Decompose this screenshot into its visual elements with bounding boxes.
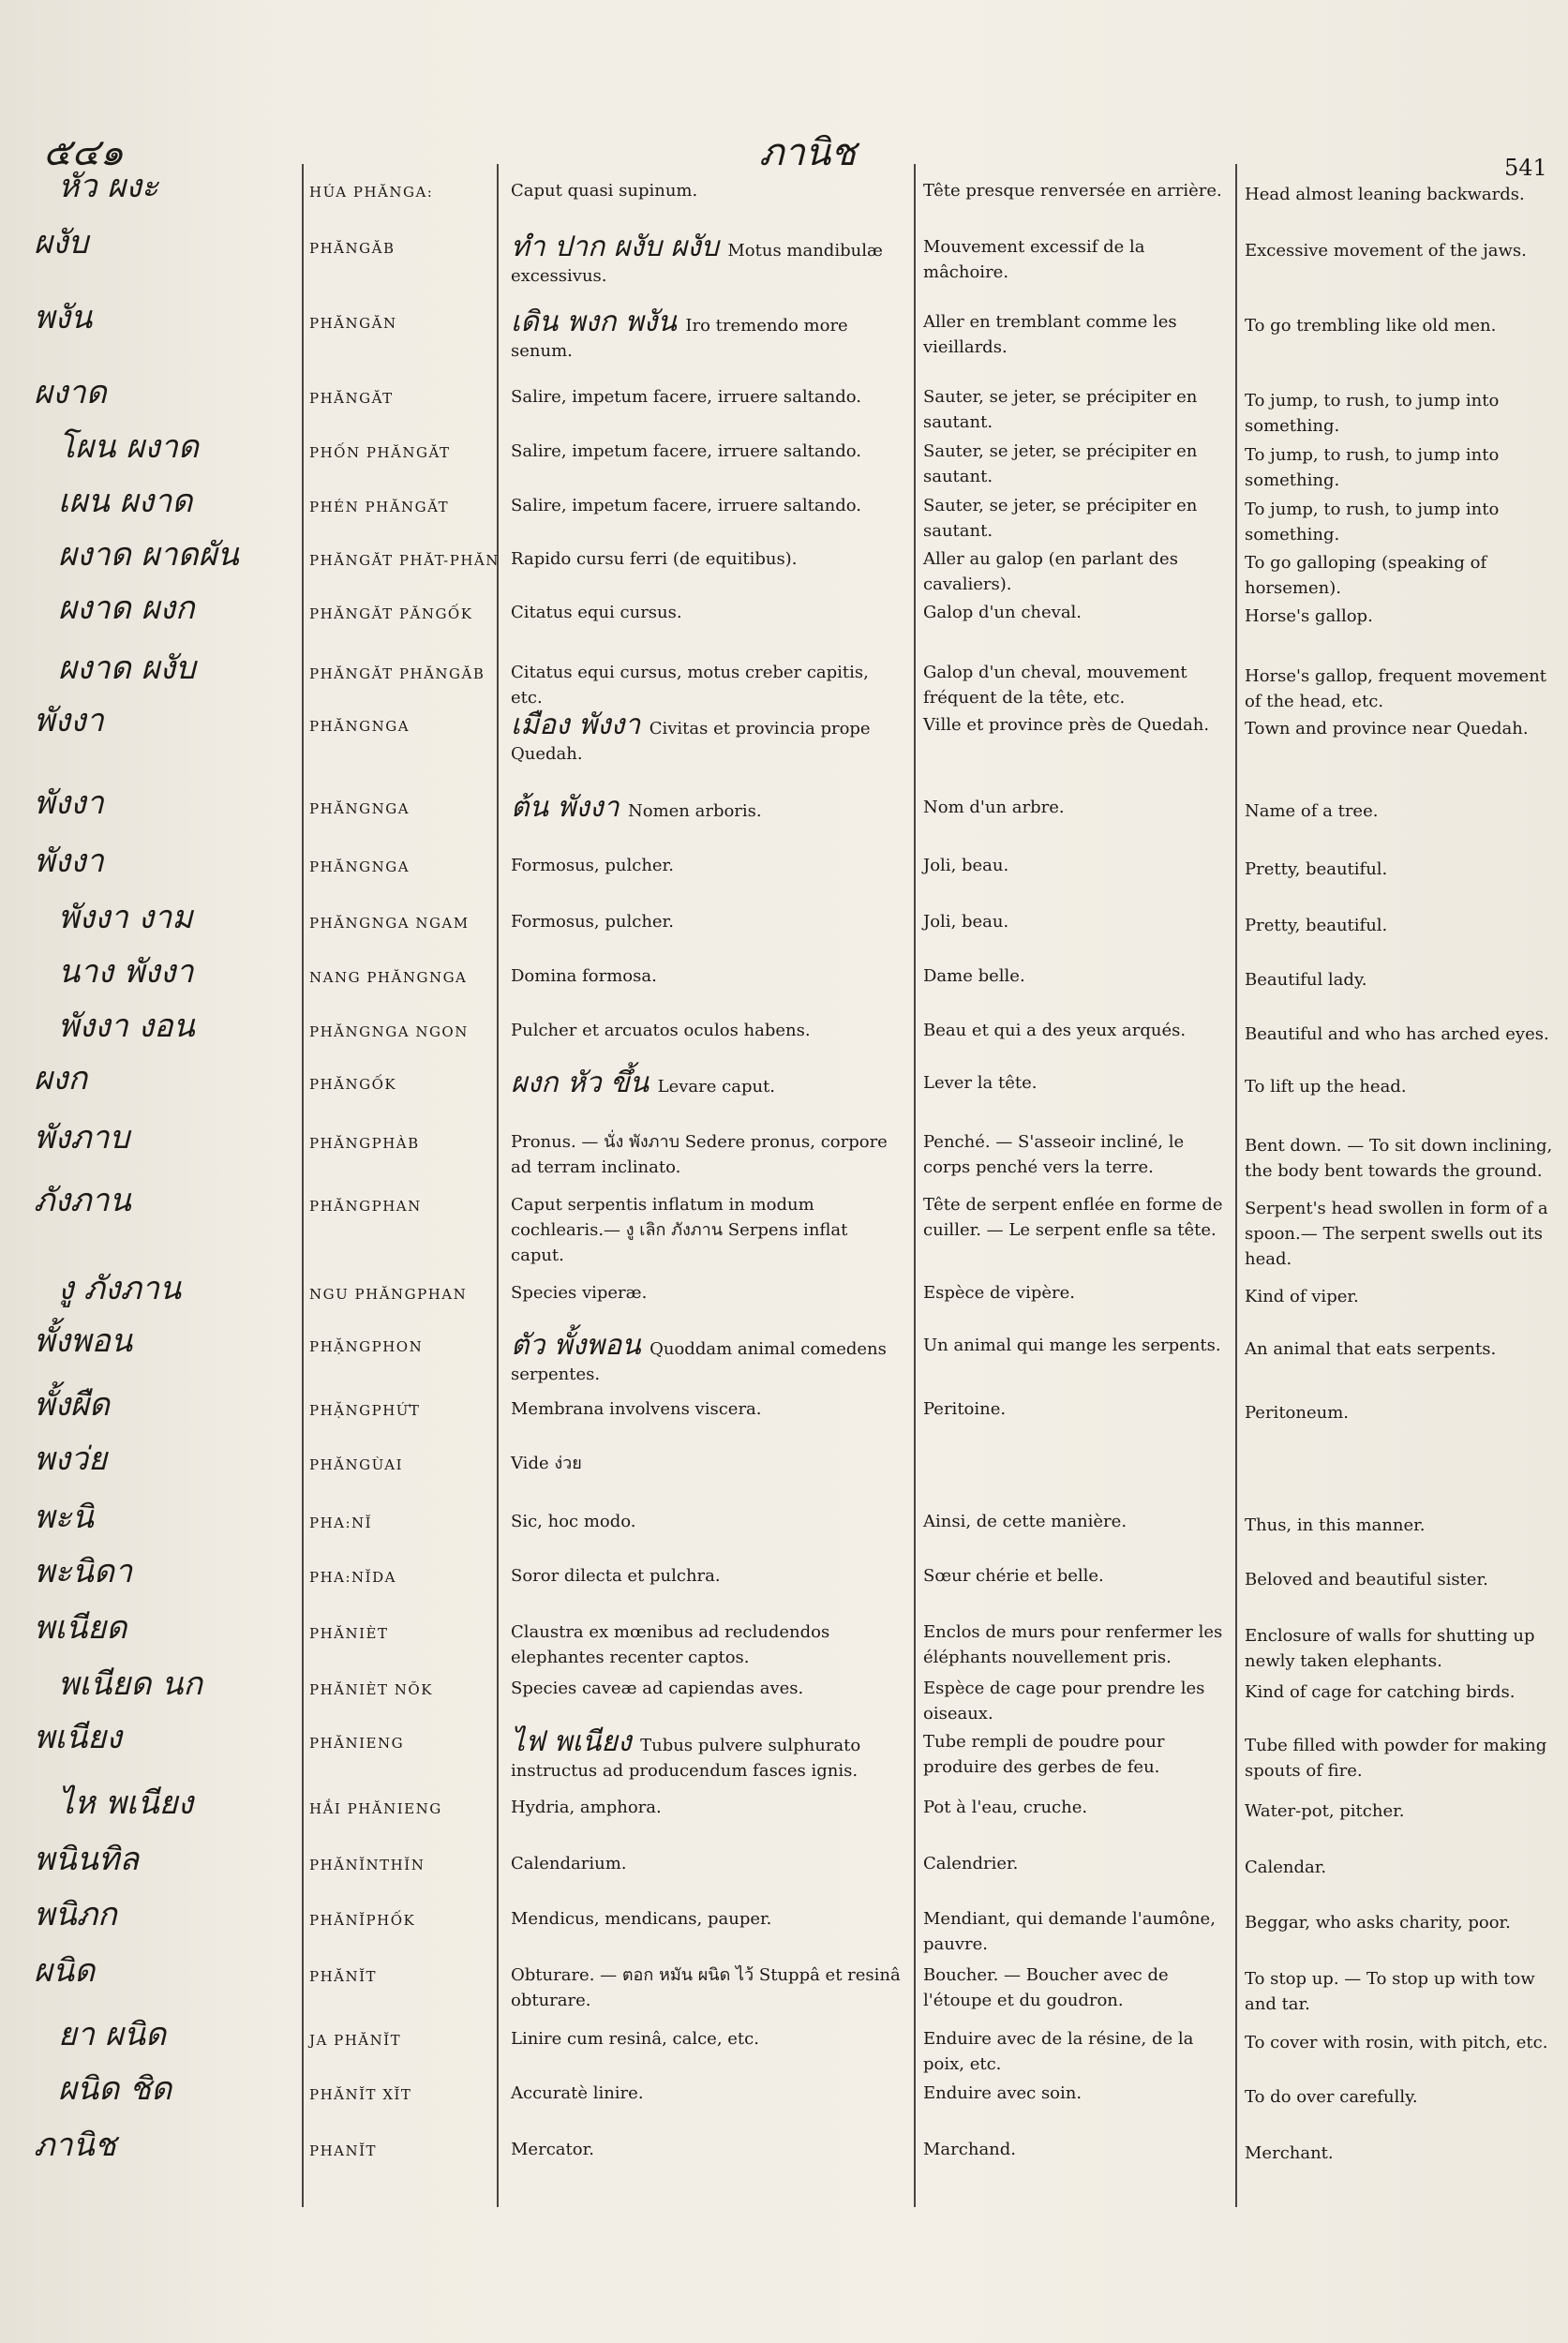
thai-headword: พังภาบ — [34, 1119, 130, 1157]
thai-headword: พังงา — [34, 843, 104, 880]
thai-headword: ผงก — [34, 1060, 88, 1097]
latin-definition — [511, 853, 904, 878]
romanization: PHĂNĬT — [309, 1968, 378, 1985]
french-definition: Boucher. — Boucher avec de l'étoupe et du goudron. — [923, 1965, 1169, 2010]
latin-text: Mercator. — [511, 2140, 594, 2159]
thai-example: ตัว พั้งพอน — [511, 1329, 650, 1362]
french-definition: Tête presque renversée en arrière. — [923, 181, 1222, 201]
thai-headword: ผงับ — [34, 224, 89, 261]
romanization: PHĂNGĂN — [309, 315, 397, 332]
thai-headword: ไห พเนียง — [58, 1784, 194, 1822]
latin-text: Pulcher et arcuatos oculos habens. — [511, 1021, 811, 1040]
latin-text: Sic, hoc modo. — [511, 1512, 636, 1531]
romanization: PHĂNIÈT — [309, 1625, 389, 1642]
english-definition: To jump, to rush, to jump into something. — [1245, 500, 1500, 545]
thai-headword: โผน ผงาด — [58, 428, 199, 466]
french-definition: Enduire avec soin. — [923, 2083, 1083, 2103]
french-definition: Calendrier. — [923, 1854, 1019, 1873]
latin-definition — [511, 2081, 904, 2106]
french-definition: Marchand. — [923, 2140, 1017, 2159]
romanization: PHĂNIENG — [309, 1735, 405, 1752]
latin-definition — [511, 1451, 904, 1476]
english-definition: Excessive movement of the jaws. — [1245, 241, 1527, 261]
english-definition: Tube filled with powder for making spouts of fire. — [1245, 1736, 1547, 1781]
latin-definition — [511, 1280, 904, 1306]
thai-headword: ผนิด — [34, 1952, 96, 1990]
thai-example: เดิน พงก พงัน — [511, 306, 686, 338]
romanization: PHĂNGNGA NGON — [309, 1023, 469, 1040]
english-definition: Pretty, beautiful. — [1245, 916, 1388, 935]
latin-definition — [511, 1851, 904, 1876]
thai-headword: ผนิด ชิด — [58, 2070, 172, 2108]
thai-headword: ภานิช — [34, 2127, 116, 2164]
french-definition: Galop d'un cheval, mouvement fréquent de la tête, etc. — [923, 663, 1187, 708]
english-definition: Enclosure of walls for shutting up newly taken elephants. — [1245, 1626, 1535, 1671]
romanization: PHĂNGĂT PHĂT-PHĂN — [309, 552, 500, 569]
thai-headword: พนิภก — [34, 1896, 117, 1933]
french-definition: Joli, beau. — [923, 856, 1009, 875]
english-definition: To cover with rosin, with pitch, etc. — [1245, 2033, 1548, 2052]
thai-headword: ยา ผนิด — [58, 2016, 167, 2053]
thai-headword: พังงา งาม — [58, 899, 193, 936]
column-rule-2 — [497, 164, 499, 2207]
romanization: PHĂNGNGA — [309, 718, 411, 735]
french-definition: Un animal qui mange les serpents. — [923, 1336, 1221, 1355]
romanization: PHÉN PHĂNGĂT — [309, 499, 450, 515]
english-definition: Serpent's head swollen in form of a spoon.— The serpent swells out its head. — [1245, 1199, 1548, 1269]
thai-headword: ผงาด ผงก — [58, 589, 195, 627]
english-definition: Horse's gallop. — [1245, 606, 1373, 626]
thai-headword: พังงา — [34, 784, 104, 822]
english-definition: Kind of cage for catching birds. — [1245, 1682, 1516, 1702]
french-definition: Sauter, se jeter, se précipiter en sautant. — [923, 441, 1198, 486]
romanization: PHANĬT — [309, 2142, 378, 2159]
romanization: PHĂNGÙAI — [309, 1456, 404, 1473]
french-definition: Ville et province près de Quedah. — [923, 715, 1210, 735]
french-definition: Pot à l'eau, cruche. — [923, 1798, 1088, 1817]
column-rule-4 — [1235, 164, 1237, 2207]
romanization: PHĂNGPHÀB — [309, 1135, 420, 1152]
latin-definition — [511, 1676, 904, 1701]
english-definition: Merchant. — [1245, 2143, 1334, 2163]
french-definition: Beau et qui a des yeux arqués. — [923, 1021, 1187, 1040]
latin-text: Tubus pulvere sulphurato instructus ad producendum fasces ignis. — [511, 1736, 861, 1781]
english-definition: Head almost leaning backwards. — [1245, 185, 1525, 204]
latin-text: Species viperæ. — [511, 1283, 648, 1303]
latin-definition — [511, 963, 904, 989]
english-definition: Beautiful lady. — [1245, 970, 1367, 990]
french-definition: Sauter, se jeter, se précipiter en sautant. — [923, 387, 1198, 432]
latin-definition — [511, 1509, 904, 1534]
latin-text: Pronus. — นั่ง พังภาบ Sedere pronus, corpore ad terram inclinato. — [511, 1132, 888, 1177]
latin-text: Rapido cursu ferri (de equitibus). — [511, 549, 798, 569]
french-definition: Galop d'un cheval. — [923, 603, 1083, 622]
french-definition: Peritoine. — [923, 1399, 1007, 1419]
latin-definition — [511, 384, 904, 410]
thai-example: ไฟ พเนียง — [511, 1725, 641, 1758]
french-definition: Enduire avec de la résine, de la poix, etc. — [923, 2029, 1194, 2074]
latin-text: Salire, impetum facere, irruere saltando. — [511, 496, 861, 515]
latin-text: Soror dilecta et pulchra. — [511, 1566, 721, 1586]
latin-text: Formosus, pulcher. — [511, 856, 674, 875]
latin-definition — [511, 1906, 904, 1932]
english-definition: Name of a tree. — [1245, 801, 1379, 821]
thai-headword: พั้งผืด — [34, 1386, 111, 1424]
thai-example: เมือง พังงา — [511, 709, 650, 741]
english-definition: Thus, in this manner. — [1245, 1515, 1426, 1535]
latin-text: Species caveæ ad capiendas aves. — [511, 1679, 804, 1698]
thai-headword: ภังภาน — [34, 1182, 131, 1219]
thai-headword: นาง พังงา — [58, 953, 194, 991]
latin-text: Nomen arboris. — [627, 801, 762, 821]
latin-text: Quoddam animal comedens serpentes. — [511, 1339, 887, 1384]
romanization: PHĂNGĂB — [309, 240, 396, 257]
english-definition: Beloved and beautiful sister. — [1245, 1570, 1488, 1589]
latin-definition — [511, 1396, 904, 1422]
romanization: PHỐN PHĂNGĂT — [309, 444, 451, 461]
column-rule-1 — [302, 164, 304, 2207]
english-definition: An animal that eats serpents. — [1245, 1339, 1497, 1359]
thai-example: ทำ ปาก ผงับ ผงับ — [511, 231, 728, 263]
latin-definition — [511, 1129, 904, 1180]
english-definition: Beggar, who asks charity, poor. — [1245, 1913, 1511, 1933]
latin-text: Domina formosa. — [511, 966, 657, 986]
romanization: PHĂNGĂT PHĂNGĂB — [309, 665, 485, 682]
romanization: PHA:NĬDA — [309, 1569, 396, 1586]
english-definition: To lift up the head. — [1245, 1077, 1407, 1097]
english-definition: To stop up. — To stop up with tow and tar. — [1245, 1969, 1535, 2014]
latin-definition — [511, 1962, 904, 2013]
english-definition: Water-pot, pitcher. — [1245, 1801, 1405, 1821]
french-definition: Mouvement excessif de la mâchoire. — [923, 237, 1145, 282]
latin-text: Iro tremendo more senum. — [511, 316, 848, 361]
romanization: JA PHĂNĬT — [309, 2032, 402, 2049]
thai-example: ต้น พังงา — [511, 791, 628, 824]
latin-text: Claustra ex mœnibus ad recludendos elephantes recenter captos. — [511, 1622, 830, 1667]
english-definition: Horse's gallop, frequent movement of the head, etc. — [1245, 666, 1547, 711]
romanization: PHĂNĬT XĬT — [309, 2086, 412, 2103]
page-number-thai: ๕๔๑ — [43, 131, 124, 174]
latin-text: Obturare. — ตอก หมัน ผนิด ไว้ Stuppâ et resinâ obturare. — [511, 1965, 901, 2010]
french-definition: Sœur chérie et belle. — [923, 1566, 1104, 1586]
latin-text: Caput serpentis inflatum in modum cochlearis.— งู เลิก ภังภาน Serpens inflat caput. — [511, 1195, 848, 1265]
page-number: 541 — [1504, 155, 1547, 181]
english-definition: Town and province near Quedah. — [1245, 719, 1529, 739]
latin-definition — [511, 2026, 904, 2052]
thai-headword: ผงาด ผงับ — [58, 649, 196, 687]
latin-text: Vide ง่วย — [511, 1454, 582, 1473]
romanization: HÚA PHĂNGA: — [309, 184, 434, 201]
english-definition: To go galloping (speaking of horsemen). — [1245, 553, 1487, 598]
latin-definition — [511, 1192, 904, 1268]
romanization: PHĂNĬNTHĬN — [309, 1857, 426, 1873]
french-definition: Ainsi, de cette manière. — [923, 1512, 1127, 1531]
latin-definition — [511, 709, 904, 767]
english-definition: Calendar. — [1245, 1858, 1327, 1877]
latin-text: Mendicus, mendicans, pauper. — [511, 1909, 772, 1929]
thai-headword: หัว ผงะ — [58, 168, 159, 205]
romanization: PHĂNGNGA — [309, 858, 411, 875]
romanization: PHĂNGNGA NGAM — [309, 915, 470, 932]
french-definition: Espèce de vipère. — [923, 1283, 1075, 1303]
english-definition: To do over carefully. — [1245, 2087, 1418, 2107]
french-definition: Espèce de cage pour prendre les oiseaux. — [923, 1679, 1205, 1724]
english-definition: To go trembling like old men. — [1245, 316, 1497, 336]
latin-text: Motus mandibulæ excessivus. — [511, 241, 883, 286]
latin-text: Caput quasi supinum. — [511, 181, 698, 201]
latin-definition — [511, 660, 904, 710]
english-definition: Pretty, beautiful. — [1245, 859, 1388, 879]
latin-definition — [511, 1018, 904, 1043]
latin-definition — [511, 493, 904, 518]
thai-headword: งู ภังภาน — [58, 1270, 182, 1307]
romanization: PHA:NĬ — [309, 1515, 373, 1531]
french-definition: Tube rempli de poudre pour produire des gerbes de feu. — [923, 1732, 1165, 1777]
latin-definition — [511, 909, 904, 934]
latin-definition — [511, 439, 904, 464]
english-definition: Peritoneum. — [1245, 1403, 1350, 1423]
latin-text: Citatus equi cursus, motus creber capitis, etc. — [511, 663, 869, 708]
thai-headword: พงว่ย — [34, 1440, 108, 1478]
latin-definition — [511, 231, 904, 289]
latin-definition — [511, 178, 904, 203]
romanization: PHĂNGNGA — [309, 800, 411, 817]
french-definition: Aller en tremblant comme les vieillards. — [923, 312, 1177, 357]
latin-text: Membrana involvens viscera. — [511, 1399, 762, 1419]
romanization: NGU PHĂNGPHAN — [309, 1286, 468, 1303]
latin-definition — [511, 1725, 904, 1783]
latin-definition — [511, 1563, 904, 1589]
latin-text: Accuratè linire. — [511, 2083, 644, 2103]
french-definition: Mendiant, qui demande l'aumône, pauvre. — [923, 1909, 1216, 1954]
thai-headword: พั้งพอน — [34, 1322, 133, 1360]
thai-headword: พนินทิล — [34, 1841, 140, 1878]
french-definition: Sauter, se jeter, se précipiter en sautant. — [923, 496, 1198, 541]
thai-headword: พเนียง — [34, 1719, 122, 1756]
romanization: HẮI PHĂNIENG — [309, 1800, 442, 1817]
thai-example: ผงก หัว ขึ้น — [511, 1067, 658, 1099]
french-definition: Joli, beau. — [923, 912, 1009, 932]
romanization: NANG PHĂNGNGA — [309, 969, 468, 986]
english-definition: Kind of viper. — [1245, 1287, 1359, 1306]
latin-definition — [511, 2137, 904, 2162]
romanization: PHĂNGPHAN — [309, 1198, 422, 1215]
english-definition: Bent down. — To sit down inclining, the body bent towards the ground. — [1245, 1136, 1553, 1181]
french-definition: Nom d'un arbre. — [923, 798, 1065, 817]
latin-text: Hydria, amphora. — [511, 1798, 662, 1817]
latin-text: Linire cum resinâ, calce, etc. — [511, 2029, 759, 2049]
latin-definition — [511, 1329, 904, 1387]
romanization: PHĂNGĂT PĂNGỐK — [309, 605, 473, 622]
romanization: PHĂNGĂT — [309, 390, 394, 407]
latin-definition — [511, 1619, 904, 1670]
english-definition: To jump, to rush, to jump into something. — [1245, 391, 1500, 436]
french-definition: Dame belle. — [923, 966, 1025, 986]
romanization: PHẶNGPHỨT — [309, 1402, 421, 1419]
latin-definition — [511, 306, 904, 364]
romanization: PHĂNIÈT NŎK — [309, 1681, 433, 1698]
running-headword: ภานิช — [759, 131, 857, 174]
latin-definition — [511, 600, 904, 625]
latin-definition — [511, 1067, 904, 1099]
french-definition: Lever la tête. — [923, 1073, 1038, 1093]
latin-definition — [511, 791, 904, 824]
latin-text: Salire, impetum facere, irruere saltando. — [511, 387, 861, 407]
thai-headword: พเนียด นก — [58, 1665, 202, 1703]
french-definition: Tête de serpent enflée en forme de cuiller. — Le serpent enfle sa tête. — [923, 1195, 1223, 1240]
thai-headword: พะนิดา — [34, 1553, 133, 1590]
latin-text: Levare caput. — [657, 1077, 776, 1097]
thai-headword: พังงา — [34, 702, 104, 739]
romanization: PHẶNGPHON — [309, 1338, 424, 1355]
english-definition: Beautiful and who has arched eyes. — [1245, 1024, 1549, 1044]
latin-text: Calendarium. — [511, 1854, 627, 1873]
latin-text: Citatus equi cursus. — [511, 603, 682, 622]
thai-headword: พงัน — [34, 299, 93, 336]
romanization: PHĂNGỐK — [309, 1076, 397, 1093]
romanization: PHĂNĬPHỐK — [309, 1912, 416, 1929]
thai-headword: ผงาด — [34, 374, 107, 411]
latin-definition — [511, 546, 904, 572]
thai-headword: พังงา งอน — [58, 1007, 195, 1045]
thai-headword: ผงาด ผาดผัน — [58, 536, 239, 574]
latin-text: Civitas et provincia prope Quedah. — [511, 719, 871, 764]
thai-headword: พะนิ — [34, 1499, 94, 1536]
french-definition: Penché. — S'asseoir incliné, le corps penché vers la terre. — [923, 1132, 1185, 1177]
english-definition: To jump, to rush, to jump into something. — [1245, 445, 1500, 490]
french-definition: Enclos de murs pour renfermer les éléphants nouvellement pris. — [923, 1622, 1223, 1667]
french-definition: Aller au galop (en parlant des cavaliers). — [923, 549, 1178, 594]
latin-text: Salire, impetum facere, irruere saltando. — [511, 441, 861, 461]
column-rule-3 — [914, 164, 916, 2207]
thai-headword: พเนียด — [34, 1609, 127, 1647]
latin-text: Formosus, pulcher. — [511, 912, 674, 932]
thai-headword: เผน ผงาด — [58, 483, 193, 520]
latin-definition — [511, 1795, 904, 1820]
